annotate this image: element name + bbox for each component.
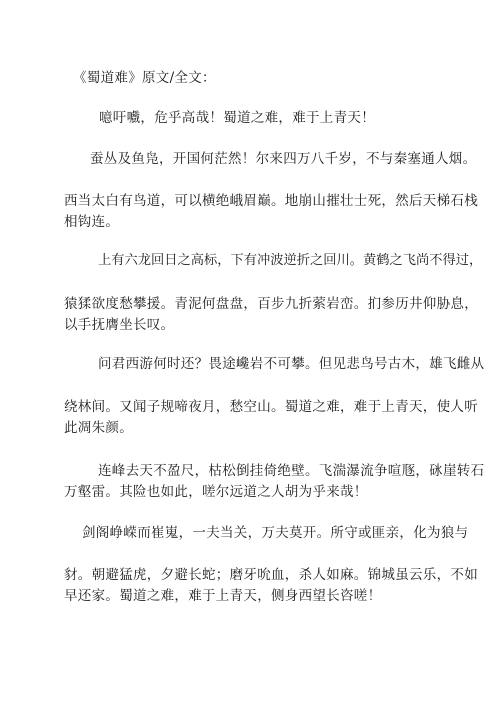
text-line: 此凋朱颜。 <box>64 420 133 436</box>
text-line: 蚕丛及鱼凫，开国何茫然！尔来四万八千岁，不与秦塞通人烟。 <box>90 151 477 167</box>
text-line: 豺。朝避猛虎，夕避长蛇；磨牙吮血，杀人如麻。锦城虽云乐，不如 <box>64 567 478 583</box>
text-line: 相钩连。 <box>64 214 120 230</box>
text-line: 连峰去天不盈尺，枯松倒挂倚绝壁。飞湍瀑流争喧豗，砯崖转石 <box>98 463 485 479</box>
text-line: 剑阁峥嵘而崔嵬，一夫当关，万夫莫开。所守或匪亲，化为狼与 <box>82 525 469 541</box>
text-line: 西当太白有鸟道，可以横绝峨眉巅。地崩山摧壮士死，然后天梯石栈 <box>64 193 478 209</box>
text-line: 问君西游何时还？畏途巉岩不可攀。但见悲鸟号古木，雄飞雌从 <box>98 356 485 372</box>
text-line: 猿猱欲度愁攀援。青泥何盘盘，百步九折萦岩峦。扪参历井仰胁息， <box>64 296 478 312</box>
text-line: 早还家。蜀道之难，难于上青天，侧身西望长咨嗟！ <box>64 588 382 604</box>
text-line: 上有六龙回日之高标，下有冲波逆折之回川。黄鹤之飞尚不得过， <box>98 253 483 268</box>
text-line: 万壑雷。其险也如此，嗟尔远道之人胡为乎来哉！ <box>64 484 368 500</box>
document-title: 《蜀道难》原文/全文： <box>73 70 216 86</box>
text-line: 以手抚膺坐长叹。 <box>64 317 175 333</box>
text-line: 绕林间。又闻子规啼夜月，愁空山。蜀道之难，难于上青天，使人听 <box>64 399 478 415</box>
text-line: 噫吁嚱，危乎高哉！蜀道之难，难于上青天！ <box>99 110 375 126</box>
